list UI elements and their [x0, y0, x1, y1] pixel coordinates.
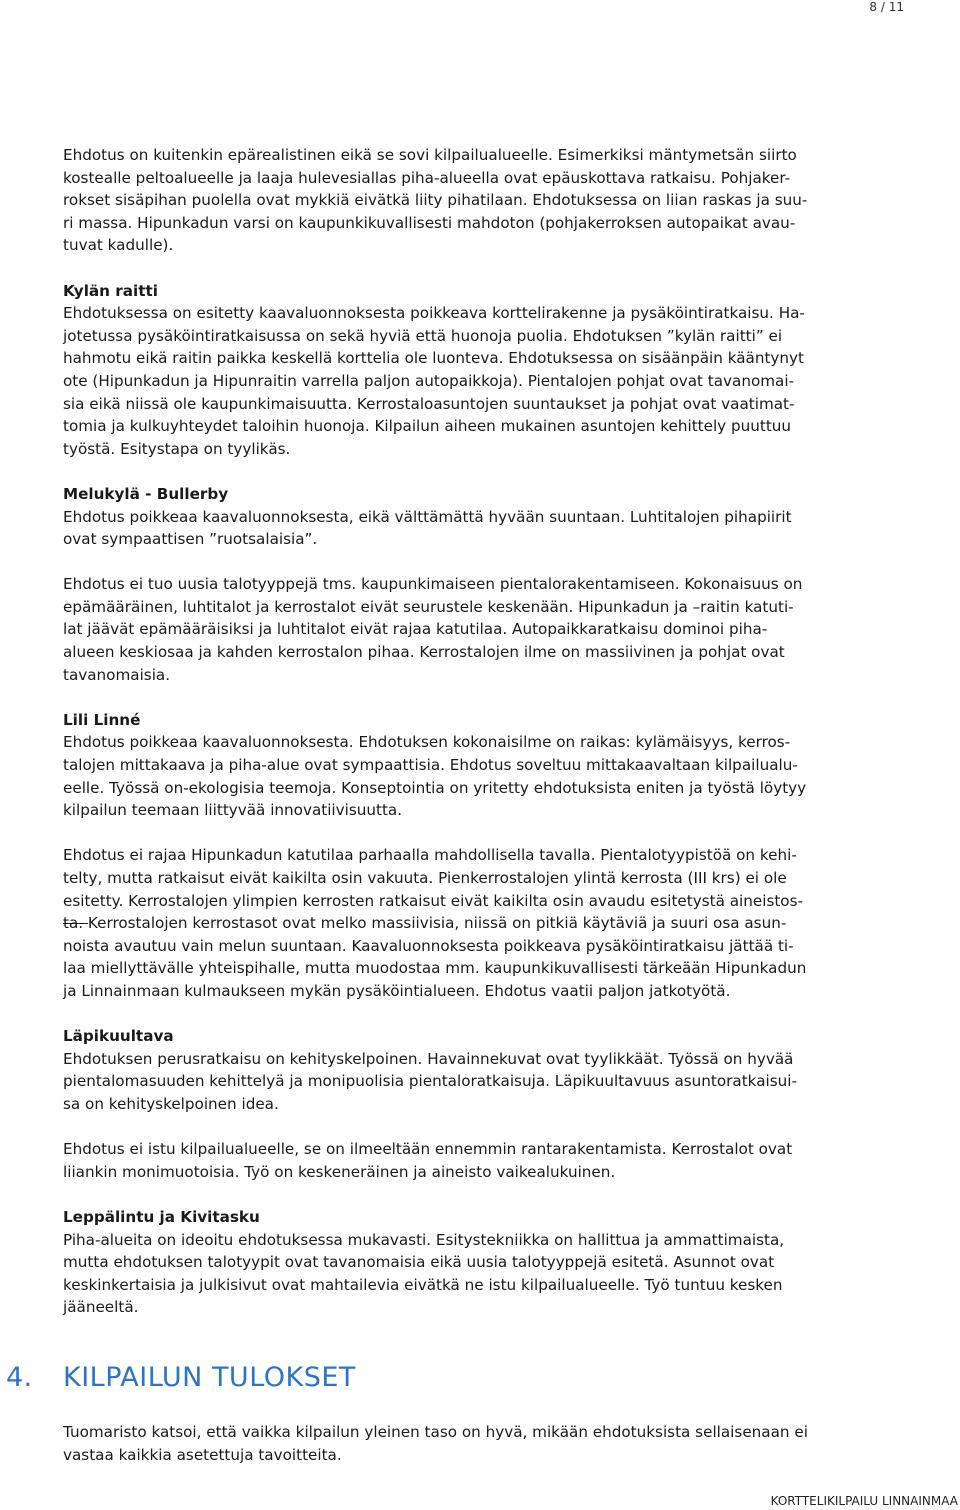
entry-melukyla [63, 483, 903, 551]
struck-text: ta. [63, 914, 88, 933]
text-line: kilpailun teemaan liittyvää innovatiivisuutta. [63, 801, 403, 820]
entry-title: Läpikuultava [63, 1027, 174, 1046]
text-line: keskinkertaisia ja julkisivut ovat mahtailevia eivätkä ne istu kilpailualueelle. Työ tuntuu kesken [63, 1275, 783, 1294]
text-line: epämääräinen, luhtitalot ja kerrostalot eivät seurustele keskenään. Hipunkadun ja –raitin katuti- [63, 597, 794, 616]
entry-lapikuultava [63, 1025, 903, 1115]
entry-title: Lili Linné [63, 710, 141, 729]
text-line: rokset sisäpihan puolella ovat mykkiä eivätkä liity pihatilaan. Ehdotuksessa on liian raskas ja suu- [63, 191, 808, 210]
section-number: 4. [6, 1362, 33, 1393]
text-line: talojen mittakaava ja piha-alue ovat sympaattisia. Ehdotus soveltuu mittakaavaltaan kilpailualu- [63, 756, 798, 775]
text-line: Tuomaristo katsoi, että vaikka kilpailun yleinen taso on hyvä, mikään ehdotuksista sellaisenaan ei [63, 1423, 808, 1441]
section-title: KILPAILUN TULOKSET [63, 1362, 356, 1393]
text-line: ja Linnainmaan kulmaukseen mykän pysäköintialueen. Ehdotus vaatii paljon jatkotyötä. [63, 981, 731, 1000]
intro-paragraph [63, 144, 903, 257]
text-line: jotetussa pysäköintiratkaisussa on sekä hyviä että huonoja puolia. Ehdotuksen ”kylän raitti” ei [63, 326, 783, 345]
text-line: kostealle peltoalueelle ja laaja hulevesiallas piha-alueella ovat epäuskottava ratkaisu. Pohjaker- [63, 168, 791, 187]
text-line: eelle. Työssä on-ekologisia teemoja. Konseptointia on yritetty ehdotuksista eniten ja työstä löytyy [63, 778, 807, 797]
footer-title: KORTTELIKILPAILU LINNAINMAA [770, 1494, 958, 1508]
text-line [63, 912, 903, 935]
text-line: pientalomasuuden kehittelyä ja monipuolisia pientaloratkaisuja. Läpikuultavuus asuntoratkaisui- [63, 1072, 797, 1091]
lili-linne-paragraph-2 [63, 844, 903, 1002]
document-body [63, 144, 903, 1341]
entry-kylan-raitti [63, 280, 903, 461]
text-line: työstä. Esitystapa on tyylikäs. [63, 439, 291, 458]
text-line: telty, mutta ratkaisut eivät kaikilta osin vakuuta. Pienkerrostalojen ylintä kerrosta (III krs) ei ole [63, 869, 787, 887]
results-paragraph [63, 1421, 923, 1466]
text-line: jääneeltä. [63, 1298, 139, 1317]
text-line: Ehdotuksessa on esitetty kaavaluonnoksesta poikkeava korttelirakenne ja pysäköintiratkaisu. Ha- [63, 304, 805, 323]
entry-title: Melukylä - Bullerby [63, 484, 229, 503]
entry-title: Leppälintu ja Kivitasku [63, 1207, 260, 1226]
section-heading [6, 1362, 356, 1393]
text-line: ri massa. Hipunkadun varsi on kaupunkikuvallisesti mahdoton (pohjakerroksen autopaikat avau- [63, 213, 796, 232]
melukyla-paragraph-2 [63, 573, 903, 686]
text-line: ote (Hipunkadun ja Hipunraitin varrella paljon autopaikkoja). Pientalojen pohjat ovat tavanomai- [63, 371, 795, 390]
text-line: Ehdotus ei istu kilpailualueelle, se on ilmeeltään ennemmin rantarakentamista. Kerrostalot ovat [63, 1140, 793, 1159]
text-line: Ehdotus poikkeaa kaavaluonnoksesta, eikä välttämättä hyvään suuntaan. Luhtitalojen pihapiirit [63, 507, 792, 526]
text-line: noista avautuu vain melun suuntaan. Kaavaluonnoksesta poikkeava pysäköintiratkaisu jättää ti- [63, 936, 794, 955]
text-line: Ehdotus ei rajaa Hipunkadun katutilaa parhaalla mahdollisella tavalla. Pientalotyypistöä on kehi- [63, 846, 797, 865]
text-line: Ehdotus on kuitenkin epärealistinen eikä se sovi kilpailualueelle. Esimerkiksi mäntymetsän siirto [63, 146, 797, 164]
text-line: vastaa kaikkia asetettuja tavoitteita. [63, 1445, 342, 1464]
page-number: 8 / 11 [869, 0, 904, 14]
text-line: sia eikä niissä ole kaupunkimaisuutta. Kerrostaloasuntojen suuntaukset ja pohjat ovat vaatimat- [63, 394, 795, 413]
text-line: mutta ehdotuksen talotyypit ovat tavanomaisia eikä uusia talotyyppejä esitetä. Asunnot ovat [63, 1253, 775, 1272]
text-line: esitetty. Kerrostalojen ylimpien kerrosten ratkaisut eivät kaikilta osin avaudu esitetystä aineistos- [63, 891, 803, 910]
entry-leppalintu [63, 1206, 903, 1319]
entry-title: Kylän raitti [63, 281, 158, 300]
text-line: Piha-alueita on ideoitu ehdotuksessa mukavasti. Esitystekniikka on hallittua ja ammattimaista, [63, 1230, 785, 1249]
text-line: Ehdotus ei tuo uusia talotyyppejä tms. kaupunkimaiseen pientalorakentamiseen. Kokonaisuus on [63, 575, 803, 594]
text-line: liiankin monimuotoisia. Työ on keskeneräinen ja aineisto vaikealukuinen. [63, 1162, 616, 1181]
text-line: alueen keskiosaa ja kahden kerrostalon pihaa. Kerrostalojen ilme on massiivinen ja pohjat ovat [63, 643, 785, 662]
text-line: tuvat kadulle). [63, 236, 174, 255]
text-line: sa on kehityskelpoinen idea. [63, 1094, 279, 1113]
text-line: ovat sympaattisen ”ruotsalaisia”. [63, 530, 318, 549]
text-line: tavanomaisia. [63, 665, 171, 684]
text-segment: Kerrostalojen kerrostasot ovat melko massiivisia, niissä on pitkiä käytäviä ja suuri osa asun- [87, 914, 787, 933]
text-line: hahmotu eikä raitin paikka keskellä korttelia ole luonteva. Ehdotuksessa on sisäänpäin kääntynyt [63, 349, 804, 368]
lapikuultava-paragraph-2 [63, 1138, 903, 1183]
text-line: laa miellyttävälle yhteispihalle, mutta muodostaa mm. kaupunkikuvallisesti tärkeään Hipunkadun [63, 959, 807, 978]
entry-lili-linne [63, 709, 903, 822]
text-line: Ehdotus poikkeaa kaavaluonnoksesta. Ehdotuksen kokonaisilme on raikas: kylämäisyys, kerros- [63, 733, 791, 752]
text-line: lat jäävät epämääräisiksi ja luhtitalot eivät rajaa katutilaa. Autopaikkaratkaisu dominoi piha- [63, 620, 768, 639]
text-line: Ehdotuksen perusratkaisu on kehityskelpoinen. Havainnekuvat ovat tyylikkäät. Työssä on hyvää [63, 1049, 794, 1068]
text-line: tomia ja kulkuyhteydet taloihin huonoja. Kilpailun aiheen mukainen asuntojen kehittely puuttuu [63, 417, 792, 436]
